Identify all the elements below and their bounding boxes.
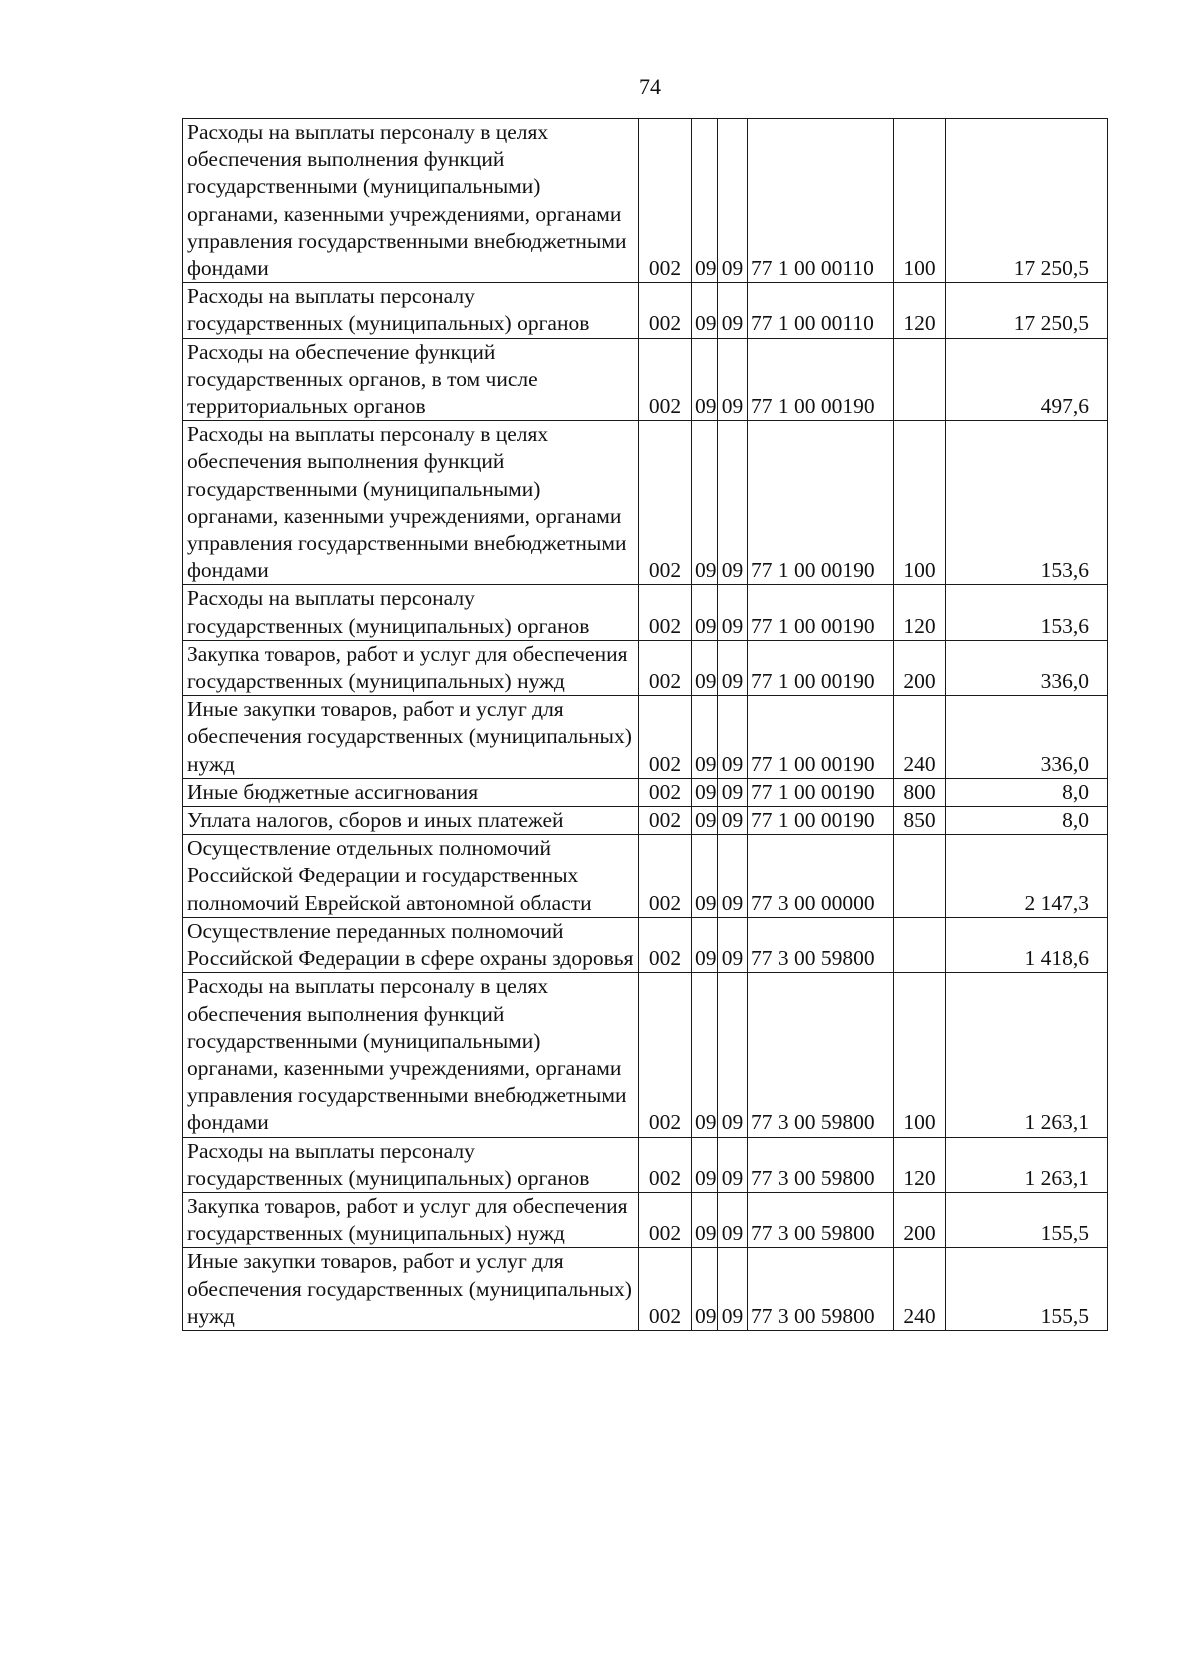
section-code-cell: 09	[692, 421, 718, 585]
target-article-cell: 77 1 00 00110	[748, 119, 894, 283]
amount-cell: 155,5	[946, 1248, 1108, 1331]
expense-type-cell	[894, 917, 946, 972]
table-row	[183, 1248, 1108, 1331]
target-article-cell: 77 1 00 00190	[748, 696, 894, 779]
amount-cell: 17 250,5	[946, 283, 1108, 338]
page-number: 74	[639, 74, 661, 99]
table-row	[183, 835, 1108, 918]
section-code-cell: 09	[692, 119, 718, 283]
admin-code-cell: 002	[639, 283, 692, 338]
admin-code-cell: 002	[639, 119, 692, 283]
admin-code-cell: 002	[639, 973, 692, 1137]
row-name-cell: Расходы на выплаты персоналу в целях обеспечения выполнения функций государственными (муниципальными) органами, казенными учреждениями, органами управления государственными внебюджетными фондами	[183, 973, 639, 1137]
expense-type-cell: 100	[894, 119, 946, 283]
subsection-code-cell: 09	[718, 835, 748, 918]
row-name-cell: Расходы на выплаты персоналу государственных (муниципальных) органов	[183, 1137, 639, 1192]
admin-code-cell: 002	[639, 338, 692, 421]
row-name-cell: Расходы на выплаты персоналу в целях обеспечения выполнения функций государственными (муниципальными) органами, казенными учреждениями, органами управления государственными внебюджетными фондами	[183, 119, 639, 283]
expense-type-cell	[894, 338, 946, 421]
subsection-code-cell: 09	[718, 338, 748, 421]
subsection-code-cell: 09	[718, 283, 748, 338]
section-code-cell: 09	[692, 1248, 718, 1331]
section-code-cell: 09	[692, 283, 718, 338]
admin-code-cell: 002	[639, 917, 692, 972]
section-code-cell: 09	[692, 835, 718, 918]
subsection-code-cell: 09	[718, 778, 748, 806]
section-code-cell: 09	[692, 778, 718, 806]
section-code-cell: 09	[692, 807, 718, 835]
target-article-cell: 77 1 00 00190	[748, 778, 894, 806]
subsection-code-cell: 09	[718, 696, 748, 779]
table-row	[183, 973, 1108, 1137]
amount-cell: 336,0	[946, 696, 1108, 779]
table-row	[183, 807, 1108, 835]
amount-cell: 336,0	[946, 640, 1108, 695]
subsection-code-cell: 09	[718, 421, 748, 585]
section-code-cell: 09	[692, 338, 718, 421]
row-name-cell: Расходы на выплаты персоналу государственных (муниципальных) органов	[183, 283, 639, 338]
table-body	[183, 119, 1108, 1331]
amount-cell: 1 263,1	[946, 973, 1108, 1137]
subsection-code-cell: 09	[718, 119, 748, 283]
section-code-cell: 09	[692, 917, 718, 972]
subsection-code-cell: 09	[718, 1192, 748, 1247]
table-row	[183, 421, 1108, 585]
row-name-cell: Иные закупки товаров, работ и услуг для обеспечения государственных (муниципальных) нужд	[183, 1248, 639, 1331]
target-article-cell: 77 3 00 59800	[748, 1192, 894, 1247]
section-code-cell: 09	[692, 585, 718, 640]
target-article-cell: 77 3 00 59800	[748, 917, 894, 972]
expense-type-cell: 100	[894, 973, 946, 1137]
row-name-cell: Расходы на обеспечение функций государственных органов, в том числе территориальных органов	[183, 338, 639, 421]
section-code-cell: 09	[692, 1192, 718, 1247]
target-article-cell: 77 3 00 59800	[748, 1137, 894, 1192]
section-code-cell: 09	[692, 640, 718, 695]
row-name-cell: Иные бюджетные ассигнования	[183, 778, 639, 806]
target-article-cell: 77 3 00 59800	[748, 973, 894, 1137]
target-article-cell: 77 1 00 00190	[748, 338, 894, 421]
target-article-cell: 77 1 00 00190	[748, 585, 894, 640]
section-code-cell: 09	[692, 696, 718, 779]
admin-code-cell: 002	[639, 421, 692, 585]
amount-cell: 153,6	[946, 421, 1108, 585]
table-row	[183, 917, 1108, 972]
row-name-cell: Осуществление отдельных полномочий Российской Федерации и государственных полномочий Еврейской автономной области	[183, 835, 639, 918]
expense-type-cell: 240	[894, 1248, 946, 1331]
subsection-code-cell: 09	[718, 1137, 748, 1192]
admin-code-cell: 002	[639, 1192, 692, 1247]
admin-code-cell: 002	[639, 696, 692, 779]
admin-code-cell: 002	[639, 1248, 692, 1331]
subsection-code-cell: 09	[718, 1248, 748, 1331]
admin-code-cell: 002	[639, 835, 692, 918]
table-row	[183, 1137, 1108, 1192]
table-row	[183, 585, 1108, 640]
target-article-cell: 77 3 00 59800	[748, 1248, 894, 1331]
expense-type-cell: 120	[894, 1137, 946, 1192]
admin-code-cell: 002	[639, 778, 692, 806]
section-code-cell: 09	[692, 973, 718, 1137]
amount-cell: 155,5	[946, 1192, 1108, 1247]
admin-code-cell: 002	[639, 585, 692, 640]
expense-type-cell: 120	[894, 283, 946, 338]
table-row	[183, 338, 1108, 421]
target-article-cell: 77 1 00 00190	[748, 640, 894, 695]
budget-allocation-table	[182, 118, 1108, 1331]
subsection-code-cell: 09	[718, 973, 748, 1137]
table-row	[183, 283, 1108, 338]
subsection-code-cell: 09	[718, 585, 748, 640]
expense-type-cell: 120	[894, 585, 946, 640]
table-row	[183, 696, 1108, 779]
subsection-code-cell: 09	[718, 917, 748, 972]
target-article-cell: 77 3 00 00000	[748, 835, 894, 918]
expense-type-cell: 200	[894, 640, 946, 695]
expense-type-cell: 100	[894, 421, 946, 585]
table-row	[183, 640, 1108, 695]
admin-code-cell: 002	[639, 1137, 692, 1192]
expense-type-cell	[894, 835, 946, 918]
row-name-cell: Иные закупки товаров, работ и услуг для обеспечения государственных (муниципальных) нужд	[183, 696, 639, 779]
amount-cell: 17 250,5	[946, 119, 1108, 283]
amount-cell: 1 263,1	[946, 1137, 1108, 1192]
row-name-cell: Осуществление переданных полномочий Российской Федерации в сфере охраны здоровья	[183, 917, 639, 972]
subsection-code-cell: 09	[718, 807, 748, 835]
expense-type-cell: 240	[894, 696, 946, 779]
expense-type-cell: 200	[894, 1192, 946, 1247]
row-name-cell: Закупка товаров, работ и услуг для обеспечения государственных (муниципальных) нужд	[183, 1192, 639, 1247]
row-name-cell: Уплата налогов, сборов и иных платежей	[183, 807, 639, 835]
table-row	[183, 1192, 1108, 1247]
row-name-cell: Закупка товаров, работ и услуг для обеспечения государственных (муниципальных) нужд	[183, 640, 639, 695]
amount-cell: 2 147,3	[946, 835, 1108, 918]
amount-cell: 153,6	[946, 585, 1108, 640]
admin-code-cell: 002	[639, 807, 692, 835]
target-article-cell: 77 1 00 00190	[748, 807, 894, 835]
amount-cell: 8,0	[946, 778, 1108, 806]
expense-type-cell: 850	[894, 807, 946, 835]
subsection-code-cell: 09	[718, 640, 748, 695]
row-name-cell: Расходы на выплаты персоналу государственных (муниципальных) органов	[183, 585, 639, 640]
amount-cell: 1 418,6	[946, 917, 1108, 972]
section-code-cell: 09	[692, 1137, 718, 1192]
table-row	[183, 119, 1108, 283]
amount-cell: 8,0	[946, 807, 1108, 835]
target-article-cell: 77 1 00 00190	[748, 421, 894, 585]
amount-cell: 497,6	[946, 338, 1108, 421]
target-article-cell: 77 1 00 00110	[748, 283, 894, 338]
admin-code-cell: 002	[639, 640, 692, 695]
row-name-cell: Расходы на выплаты персоналу в целях обеспечения выполнения функций государственными (муниципальными) органами, казенными учреждениями, органами управления государственными внебюджетными фондами	[183, 421, 639, 585]
table-row	[183, 778, 1108, 806]
expense-type-cell: 800	[894, 778, 946, 806]
